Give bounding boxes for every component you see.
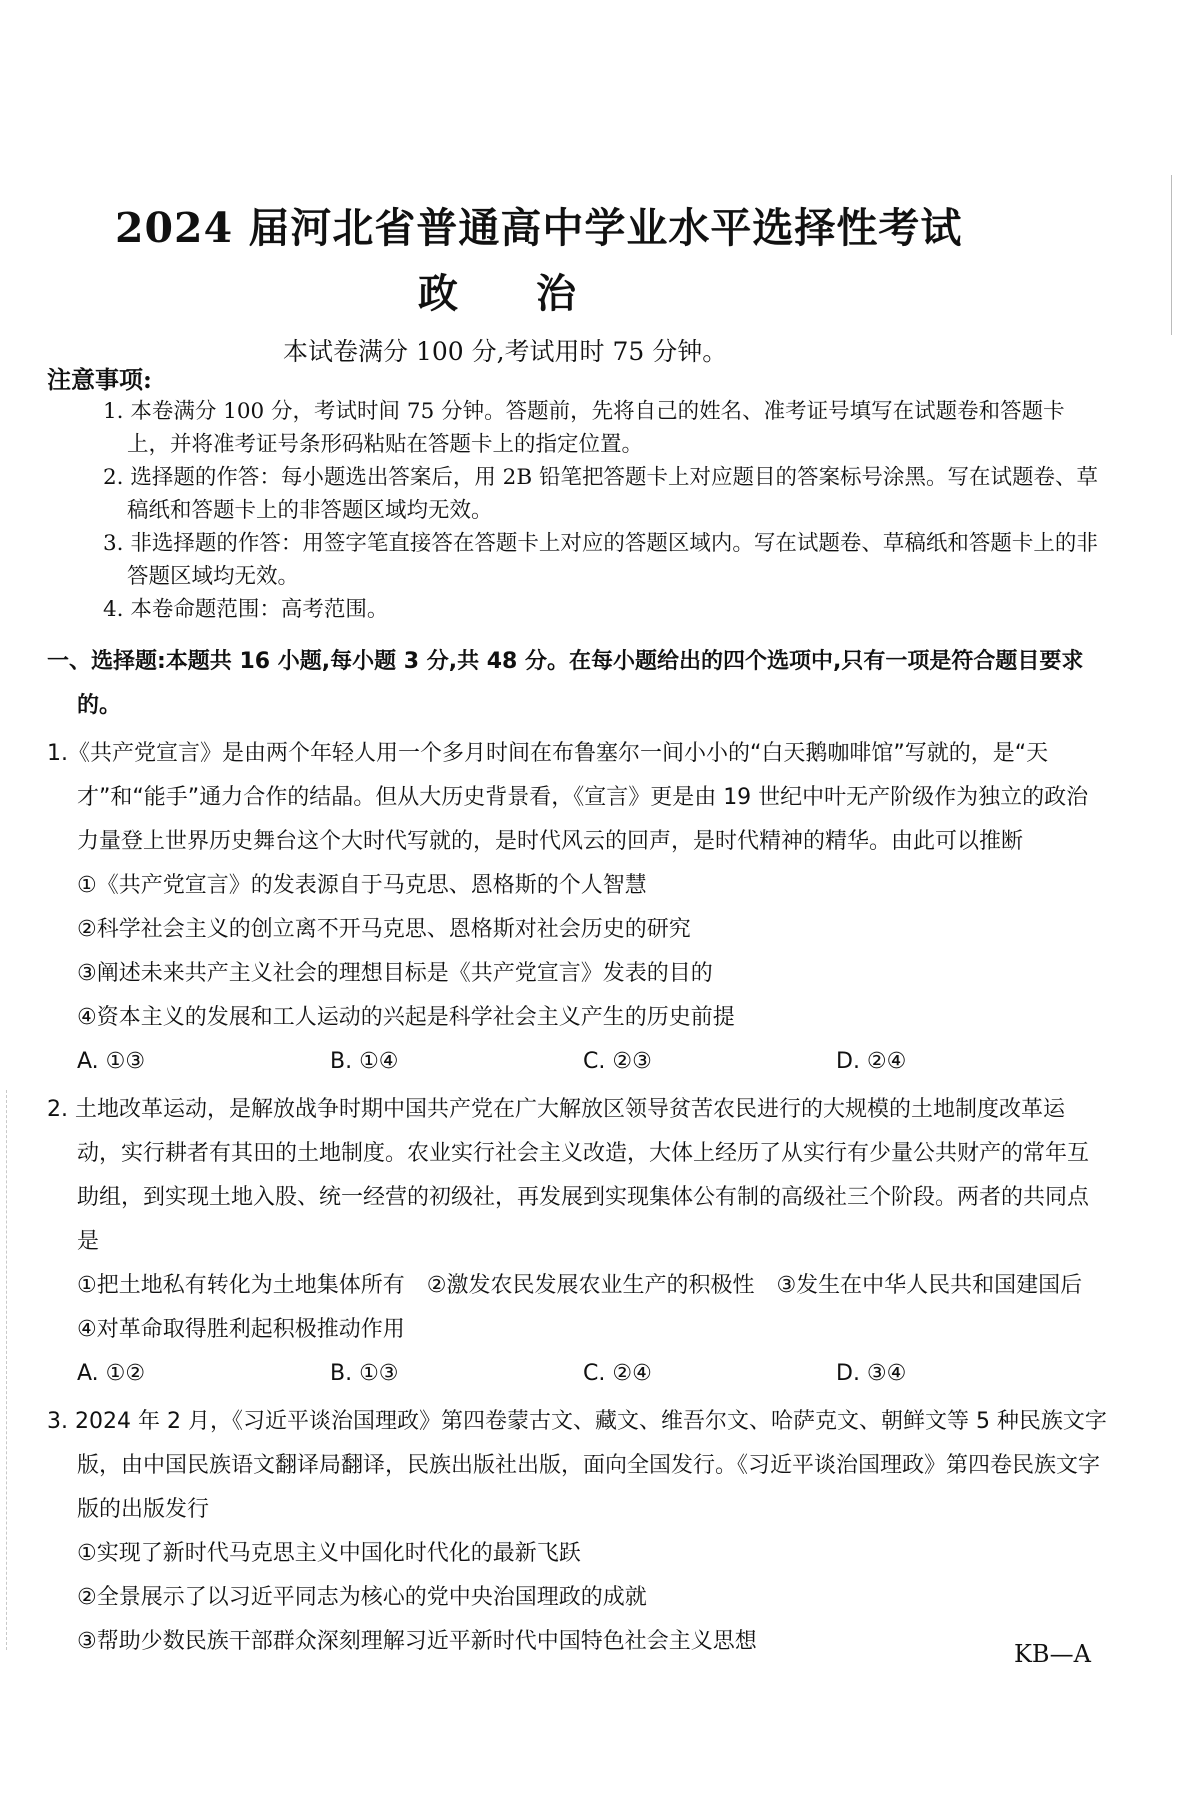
choice-c: C. ②④ <box>583 1361 652 1386</box>
inline-statements: ①把土地私有转化为土地集体所有 ②激发农民发展农业生产的积极性 ③发生在中华人民共和国建国后 ④对革命取得胜利起积极推动作用 <box>77 1273 1105 1342</box>
notice-title: 注意事项: <box>47 365 152 394</box>
statement: ②科学社会主义的创立离不开马克思、恩格斯对社会历史的研究 <box>77 917 691 942</box>
notice-item: 3. 非选择题的作答：用签字笔直接答在答题卡上对应的答题区域内。写在试题卷、草稿纸和答题卡上的非答题区域均无效。 <box>103 531 1098 589</box>
statement: ④资本主义的发展和工人运动的兴起是科学社会主义产生的历史前提 <box>77 1005 735 1030</box>
question-3 <box>47 1400 1107 1664</box>
notice-item: 4. 本卷命题范围：高考范围。 <box>103 597 389 622</box>
question-stem: 2. 土地改革运动，是解放战争时期中国共产党在广大解放区领导贫苦农民进行的大规模的土地制度改革运动，实行耕者有其田的土地制度。农业实行社会主义改造，大体上经历了从实行有少量公共财产的常年互助组，到实现土地入股、统一经营的初级社，再发展到实现集体公有制的高级社三个阶段。两者的共同点是 <box>47 1097 1090 1254</box>
binding-dash-line <box>6 1090 8 1650</box>
notice-item: 2. 选择题的作答：每小题选出答案后，用 2B 铅笔把答题卡上对应题目的答案标号涂黑。写在试题卷、草稿纸和答题卡上的非答题区域均无效。 <box>103 465 1098 523</box>
choice-c: C. ②③ <box>583 1049 652 1074</box>
exam-meta: 本试卷满分 100 分,考试用时 75 分钟。 <box>283 337 728 366</box>
choice-a: A. ①② <box>77 1361 146 1386</box>
choice-row <box>47 1352 1107 1396</box>
section-heading: 一、选择题:本题共 16 小题,每小题 3 分,共 48 分。在每小题给出的四个选项中,只有一项是符合题目要求的。 <box>47 649 1084 718</box>
question-area <box>47 640 1107 1664</box>
statement: ①实现了新时代马克思主义中国化时代化的最新飞跃 <box>77 1541 581 1566</box>
exam-subject: 政治 <box>418 270 654 317</box>
choice-b: B. ①④ <box>330 1049 399 1074</box>
scan-edge-line <box>1171 175 1172 335</box>
page-code: KB—A <box>1014 1640 1091 1668</box>
choice-row <box>47 1040 1107 1084</box>
choice-d: D. ③④ <box>836 1361 907 1386</box>
exam-title: 2024 届河北省普通高中学业水平选择性考试 <box>115 204 963 252</box>
statement: ③阐述未来共产主义社会的理想目标是《共产党宣言》发表的目的 <box>77 961 713 986</box>
statement: ②全景展示了以习近平同志为核心的党中央治国理政的成就 <box>77 1585 647 1610</box>
question-stem: 3. 2024 年 2 月，《习近平谈治国理政》第四卷蒙古文、藏文、维吾尔文、哈萨克文、朝鲜文等 5 种民族文字版，由中国民族语文翻译局翻译，民族出版社出版，面向全国发行。《习近平谈治国理政》第四卷民族文字版的出版发行 <box>47 1409 1107 1522</box>
question-stem: 1.《共产党宣言》是由两个年轻人用一个多月时间在布鲁塞尔一间小小的“白天鹅咖啡馆”写就的，是“天才”和“能手”通力合作的结晶。但从大历史背景看，《宣言》更是由 19 世纪中叶无产阶级作为独立的政治力量登上世界历史舞台这个大时代写就的，是时代风云的回声，是时代精神的精华。由此可以推断 <box>47 741 1089 854</box>
question-2 <box>47 1088 1107 1396</box>
choice-b: B. ①③ <box>330 1361 399 1386</box>
statement: ①《共产党宣言》的发表源自于马克思、恩格斯的个人智慧 <box>77 873 647 898</box>
choice-a: A. ①③ <box>77 1049 146 1074</box>
notice-item: 1. 本卷满分 100 分，考试时间 75 分钟。答题前，先将自己的姓名、准考证号填写在试题卷和答题卡上，并将准考证号条形码粘贴在答题卡上的指定位置。 <box>103 399 1065 457</box>
notice-list <box>103 395 1103 626</box>
question-1 <box>47 732 1107 1084</box>
choice-d: D. ②④ <box>836 1049 907 1074</box>
statement: ③帮助少数民族干部群众深刻理解习近平新时代中国特色社会主义思想 <box>77 1629 757 1654</box>
